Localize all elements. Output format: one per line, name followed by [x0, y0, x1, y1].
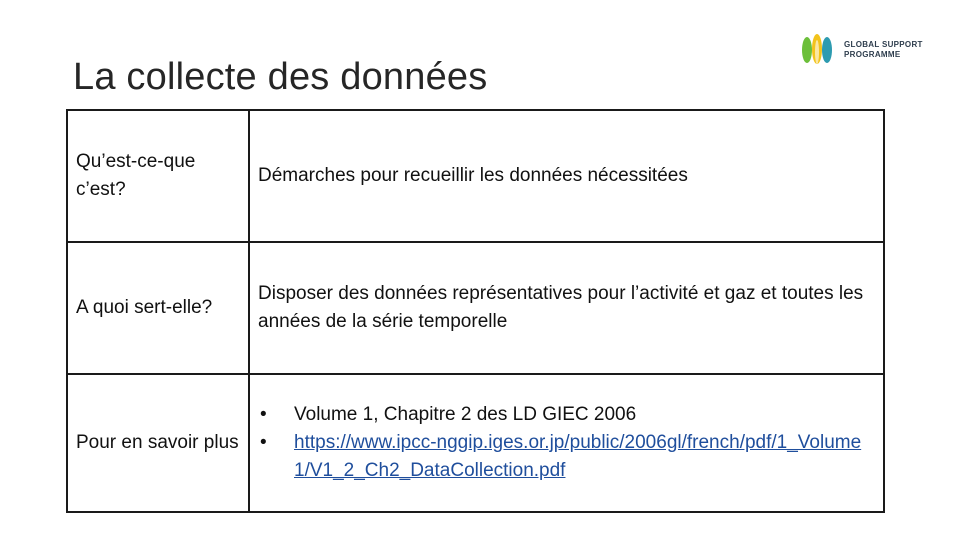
bullet: • — [260, 404, 267, 425]
row-content-purpose: Disposer des données représentatives pour l’activité et gaz et toutes les années de la série temporelle — [249, 242, 884, 374]
slide-title: La collecte des données — [73, 56, 488, 98]
table-row — [67, 374, 884, 512]
gsp-leaf-icon — [800, 32, 834, 68]
logo-line-2: PROGRAMME — [844, 50, 901, 59]
logo-line-1: GLOBAL SUPPORT — [844, 40, 923, 49]
list-item — [258, 429, 875, 485]
row-label-purpose: A quoi sert-elle? — [67, 242, 249, 374]
list-item — [258, 401, 875, 429]
logo-text — [844, 40, 923, 60]
table-row — [67, 242, 884, 374]
reference-list — [258, 401, 875, 485]
row-label-what: Qu’est-ce-que c’est? — [67, 110, 249, 242]
row-content-more-info — [249, 374, 884, 512]
global-support-programme-logo — [800, 30, 940, 70]
reference-volume-text: Volume 1, Chapitre 2 des LD GIEC 2006 — [294, 404, 637, 425]
table-row — [67, 110, 884, 242]
info-table — [66, 109, 885, 513]
row-content-what: Démarches pour recueillir les données nécessitées — [249, 110, 884, 242]
row-label-more-info: Pour en savoir plus — [67, 374, 249, 512]
reference-url-link[interactable]: https://www.ipcc-nggip.iges.or.jp/public/2006gl/french/pdf/1_Volume1/V1_2_Ch2_DataCollection.pdf — [294, 432, 862, 481]
bullet: • — [260, 432, 267, 453]
